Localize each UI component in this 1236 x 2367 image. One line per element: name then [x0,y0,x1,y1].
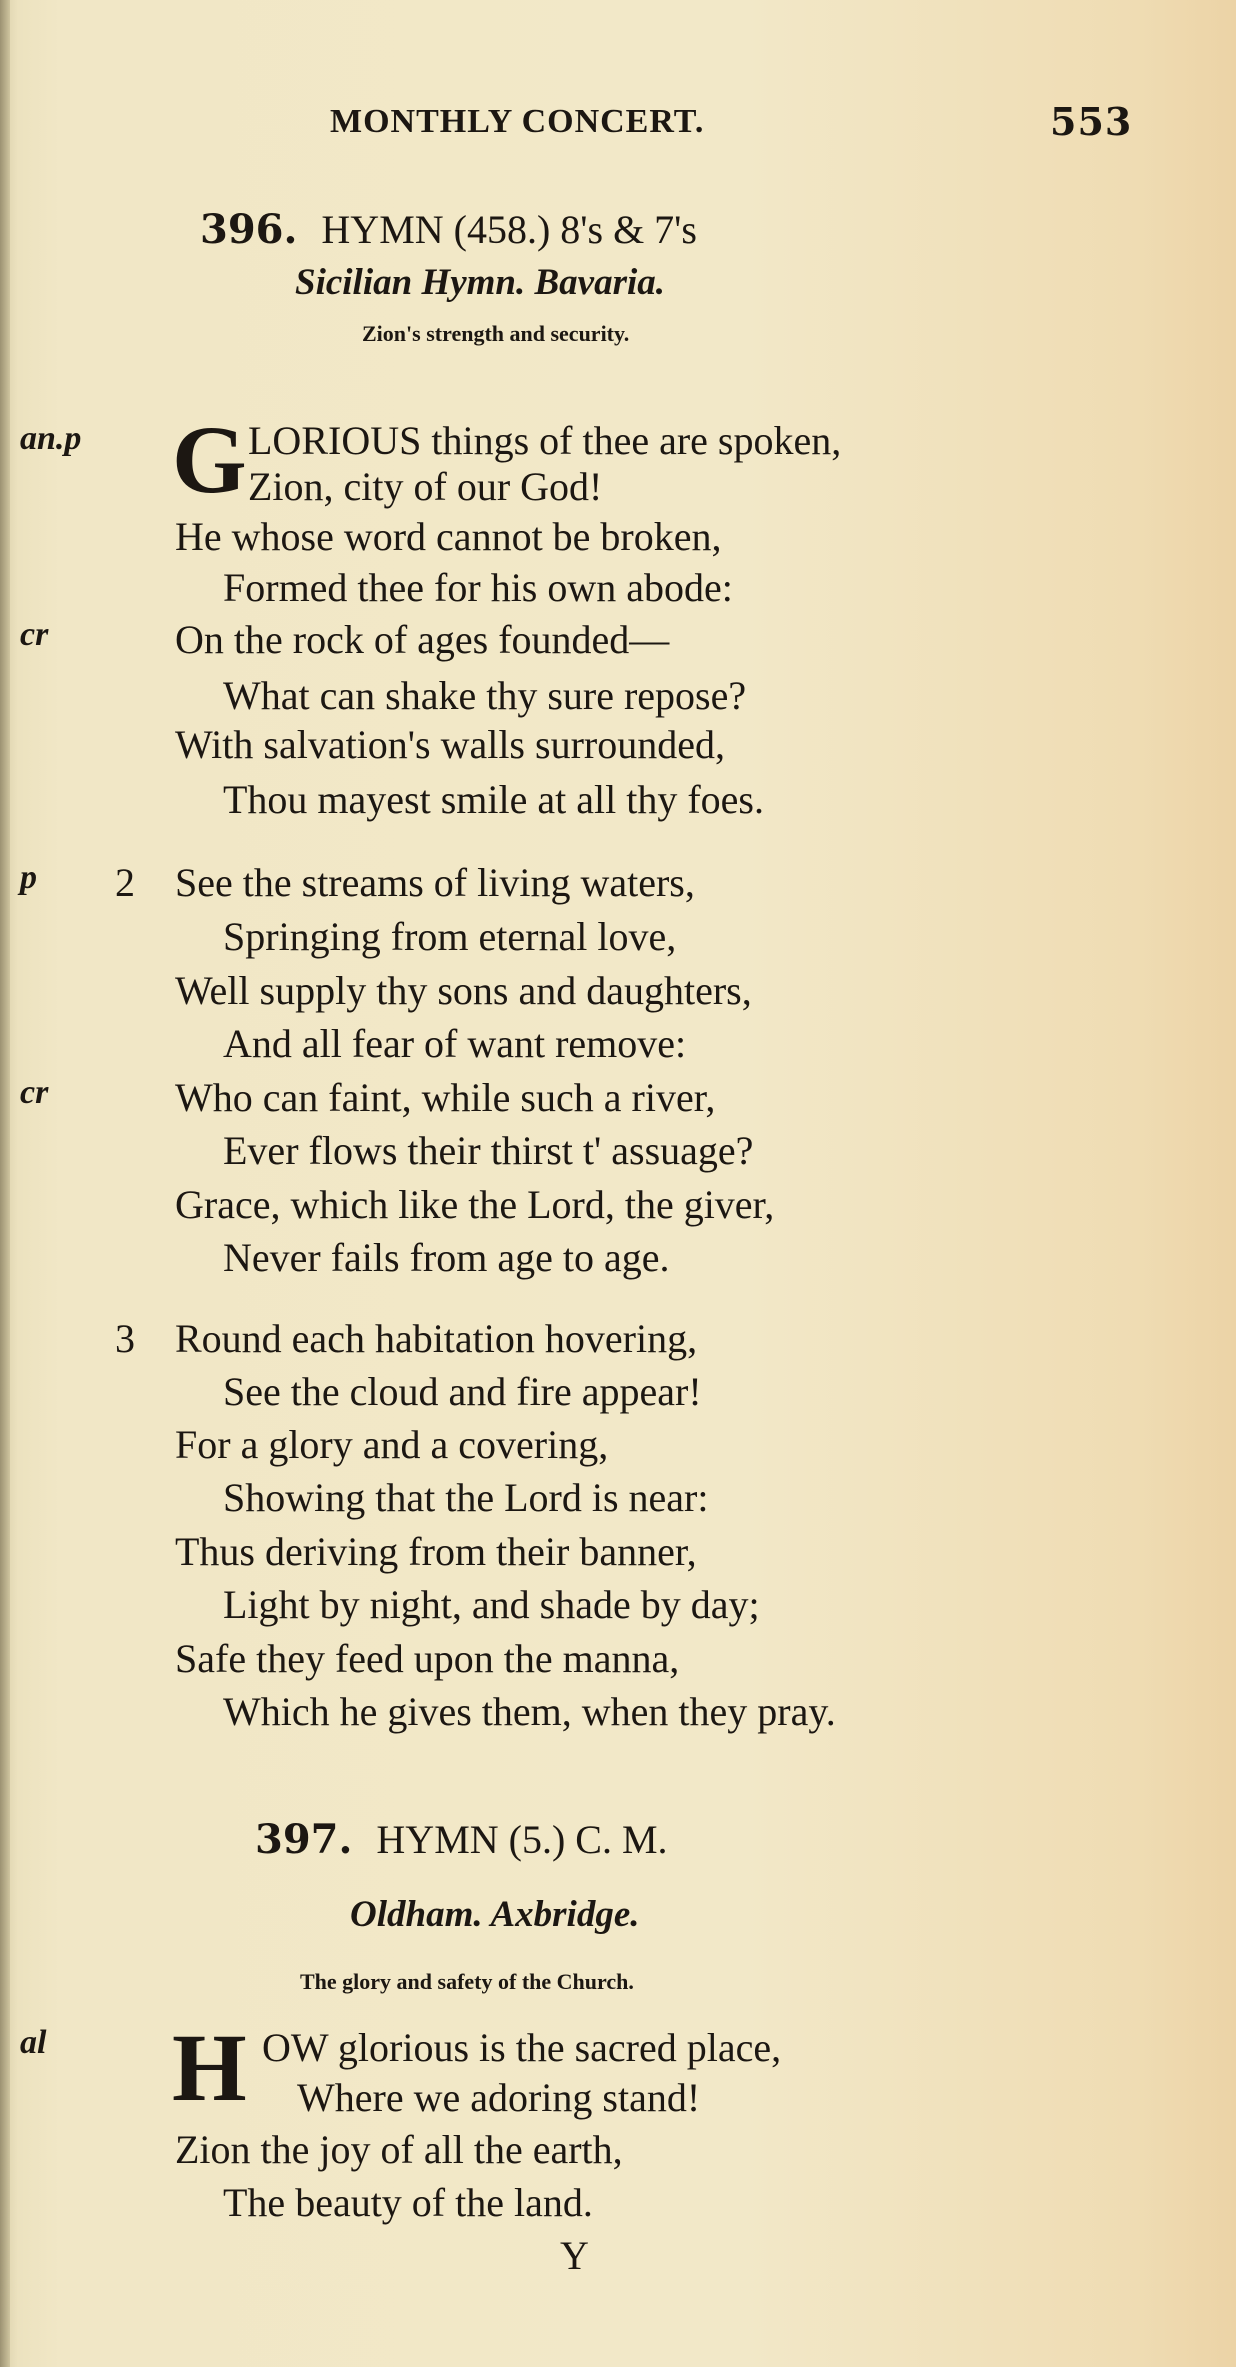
margin-note: al [20,2024,47,2061]
verse-line: On the rock of ages founded— [175,617,670,662]
margin-note: cr [20,616,49,653]
drop-cap: G [172,406,247,513]
hymn-tunes: Sicilian Hymn. Bavaria. [295,262,666,303]
verse-line: Zion, city of our God! [248,464,603,509]
verse-line: For a glory and a covering, [175,1422,609,1467]
drop-cap: H [172,2014,247,2121]
signature-mark: Y [560,2233,589,2278]
hymn-subject: The glory and safety of the Church. [300,1969,634,1994]
verse-line: The beauty of the land. [223,2180,593,2225]
verse-line: See the streams of living waters, [175,860,695,905]
hymn-number: 396. [200,206,298,253]
verse-line: Ever flows their thirst t' assuage? [223,1128,754,1173]
verse-line: See the cloud and fire appear! [223,1369,702,1414]
verse-line: Which he gives them, when they pray. [223,1689,836,1734]
verse-line: What can shake thy sure repose? [223,673,747,718]
verse-line: Well supply thy sons and daughters, [175,968,752,1013]
hymn-title: HYMN (458.) 8's & 7's [321,207,697,252]
hymn-number: 397. [255,1816,353,1863]
page-number: 553 [1050,99,1133,144]
verse-line: With salvation's walls surrounded, [175,722,725,767]
hymn-tunes: Oldham. Axbridge. [350,1894,640,1935]
hymn-396-heading [200,206,697,254]
verse-line: Zion the joy of all the earth, [175,2127,623,2172]
verse-line: Who can faint, while such a river, [175,1075,716,1120]
book-spine [0,0,10,2367]
verse-line: LORIOUS things of thee are spoken, [248,418,842,463]
verse-line: And all fear of want remove: [223,1021,687,1066]
margin-note: p [20,859,37,896]
hymn-subject: Zion's strength and security. [362,321,630,346]
verse-line: Springing from eternal love, [223,914,677,959]
verse-line: OW glorious is the sacred place, [262,2025,782,2070]
margin-note: an.p [20,420,82,457]
verse-line: Light by night, and shade by day; [223,1582,760,1627]
hymn-397-heading [255,1816,668,1864]
margin-note: cr [20,1074,49,1111]
verse-line: Never fails from age to age. [223,1235,670,1280]
running-title: MONTHLY CONCERT. [330,103,705,140]
verse-line: Thou mayest smile at all thy foes. [223,777,764,822]
verse-line: Safe they feed upon the manna, [175,1636,680,1681]
verse-line: Showing that the Lord is near: [223,1475,709,1520]
verse-number: 2 [115,860,135,905]
verse-line: Where we adoring stand! [297,2075,701,2120]
hymn-title: HYMN (5.) C. M. [376,1817,668,1862]
verse-line: Grace, which like the Lord, the giver, [175,1182,775,1227]
verse-number: 3 [115,1316,135,1361]
verse-line: Round each habitation hovering, [175,1316,698,1361]
verse-line: He whose word cannot be broken, [175,514,722,559]
verse-line: Thus deriving from their banner, [175,1529,697,1574]
verse-line: Formed thee for his own abode: [223,565,733,610]
